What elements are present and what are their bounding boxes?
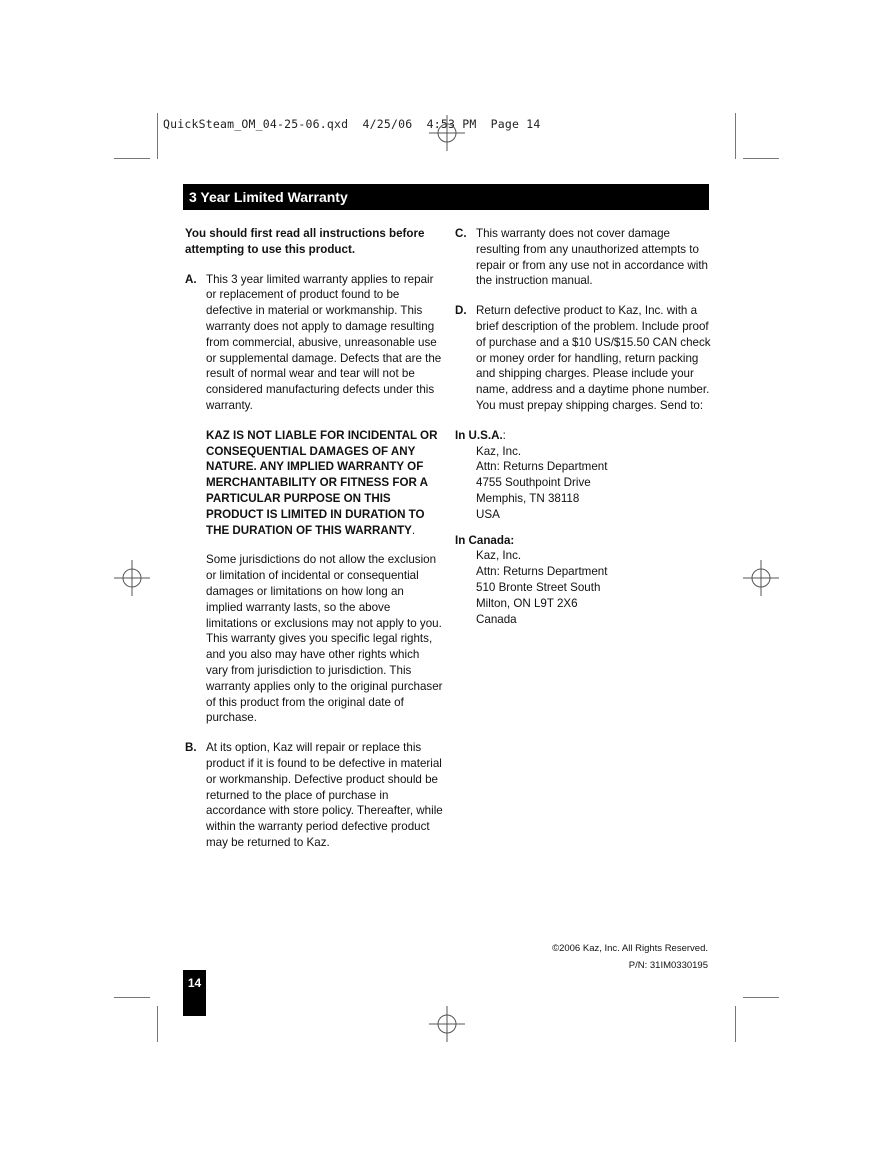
warranty-item-a — [185, 272, 443, 727]
address-line: Memphis, TN 38118 — [476, 491, 580, 505]
paragraph: Return defective product to Kaz, Inc. with a brief description of the problem. Include proof of purchase and a $10 US/$15.50 CAN check or money order for handling, return packing and shipping charges. Please include your name, address and a daytime phone number. You must prepay shipping charges. Send to: — [476, 304, 711, 412]
crop-mark — [735, 1006, 736, 1042]
canada-address-label: In Canada: — [455, 533, 515, 547]
crop-mark — [114, 158, 150, 159]
address-line: Kaz, Inc. — [476, 549, 522, 563]
warranty-item-d — [455, 303, 715, 414]
address-line: 510 Bronte Street South — [476, 580, 601, 594]
crop-mark — [735, 113, 736, 159]
address-line: Kaz, Inc. — [476, 444, 522, 458]
registration-mark-icon — [429, 115, 465, 151]
paragraph: At its option, Kaz will repair or replace this product if it is found to be defective in material or workmanship. Defective product should be returned to the place of purchase in accordance with store policy. Thereafter, while within the warranty period defective product may be returned to Kaz. — [206, 741, 443, 849]
registration-mark-icon — [743, 560, 779, 596]
usa-label-colon: : — [502, 428, 506, 442]
liability-period: . — [411, 523, 416, 537]
item-body — [206, 272, 443, 727]
left-column — [185, 226, 443, 865]
crop-mark — [743, 997, 779, 998]
crop-mark — [743, 158, 779, 159]
registration-mark-icon — [114, 560, 150, 596]
registration-mark-icon — [429, 1006, 465, 1042]
crop-mark — [157, 1006, 158, 1042]
crop-mark — [114, 997, 150, 998]
slug-line: QuickSteam_OM_04-25-06.qxd 4/25/06 4:53 PM Page 14 — [163, 117, 541, 131]
address-line: Attn: Returns Department — [476, 565, 608, 579]
crop-mark — [157, 113, 158, 159]
paragraph: This 3 year limited warranty applies to repair or replacement of product found to be defective in material or workmanship. This warranty does not apply to damage resulting from commercial, abusive, unreasonable use or supplemental damage. Defects that are the result of normal wear and tear will not be considered manufacturing defects under this warranty. — [206, 272, 442, 412]
section-title: 3 Year Limited Warranty — [183, 184, 709, 210]
warranty-item-b — [185, 740, 443, 851]
address-line: USA — [476, 507, 500, 521]
address-line: Canada — [476, 612, 517, 626]
page-number: 14 — [183, 970, 206, 1016]
part-number: P/N: 31IM0330195 — [628, 960, 708, 971]
canada-address — [476, 548, 715, 627]
copyright-text: ©2006 Kaz, Inc. All Rights Reserved. — [552, 943, 708, 954]
address-line: Milton, ON L9T 2X6 — [476, 596, 578, 610]
paragraph: Some jurisdictions do not allow the exclusion or limitation of incidental or consequential damages or limitations on how long an implied warranty lasts, so the above limitations or exclusions may not apply to you. This warranty gives you specific legal rights, and you also may have other rights which vary from jurisdiction to jurisdiction. This warranty applies only to the original purchaser of this product from the original date of purchase. — [206, 553, 443, 725]
address-line: Attn: Returns Department — [476, 460, 608, 474]
usa-address-label — [455, 428, 715, 444]
item-letter: A. — [185, 272, 197, 286]
usa-address — [476, 444, 715, 523]
liability-text: KAZ IS NOT LIABLE FOR INCIDENTAL OR CONSEQUENTIAL DAMAGES OF ANY NATURE. ANY IMPLIED WARRANTY OF MERCHANTABILITY OR FITNESS FOR A PARTICULAR PURPOSE ON THIS PRODUCT IS LIMITED IN DURATION TO THE DURATION OF THIS WARRANTY — [206, 428, 438, 537]
item-body — [206, 740, 443, 851]
liability-paragraph — [206, 428, 443, 539]
usa-label-text: In U.S.A. — [455, 428, 503, 442]
address-line: 4755 Southpoint Drive — [476, 476, 591, 490]
item-letter: D. — [455, 304, 467, 318]
item-letter: C. — [455, 227, 467, 240]
right-column — [455, 226, 715, 637]
warranty-item-c — [455, 226, 715, 289]
item-body — [476, 303, 715, 414]
paragraph: This warranty does not cover damage resulting from any unauthorized attempts to repair or from any use not in accordance with the instruction manual. — [476, 227, 708, 288]
intro-text: You should first read all instructions before attempting to use this product. — [185, 227, 425, 256]
item-body — [476, 226, 715, 289]
item-letter: B. — [185, 741, 197, 755]
